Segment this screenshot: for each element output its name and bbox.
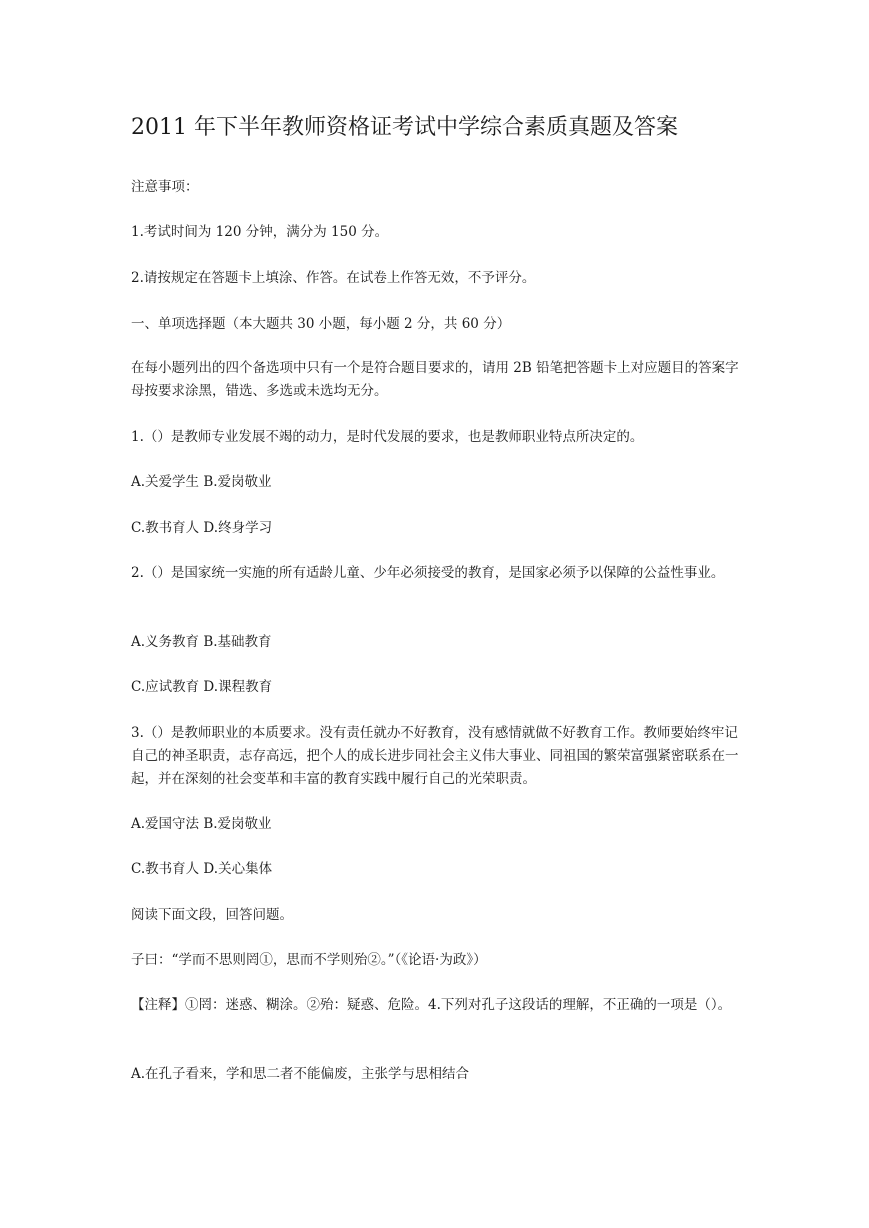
section-heading: 一、单项选择题（本大题共 30 小题，每小题 2 分，共 60 分） xyxy=(131,316,511,332)
reading-instruction: 阅读下面文段，回答问题。 xyxy=(131,907,293,923)
section-instruction: 在每小题列出的四个备选项中只有一个是符合题目要求的，请用 2B 铅笔把答题卡上对应题目的答案字母按要求涂黑，错选、多选或未选均无分。 xyxy=(131,360,739,399)
question-1-options-cd: C.教书育人 D.终身学习 xyxy=(131,520,273,536)
document-title: 2011 年下半年教师资格证考试中学综合素质真题及答案 xyxy=(131,115,678,140)
classical-quote: 子曰：“学而不思则罔①，思而不学则殆②。”（《论语·为政》） xyxy=(131,952,487,968)
notice-item-2: 2.请按规定在答题卡上填涂、作答。在试卷上作答无效，不予评分。 xyxy=(131,270,536,286)
question-1-options-ab: A.关爱学生 B.爱岗敬业 xyxy=(131,474,272,490)
question-3-options-cd: C.教书育人 D.关心集体 xyxy=(131,861,273,877)
notice-item-1: 1.考试时间为 120 分钟，满分为 150 分。 xyxy=(131,224,389,240)
notice-heading: 注意事项： xyxy=(131,179,199,195)
question-3-options-ab: A.爱国守法 B.爱岗敬业 xyxy=(131,816,272,832)
question-1-stem: 1.（）是教师专业发展不竭的动力，是时代发展的要求，也是教师职业特点所决定的。 xyxy=(131,429,644,445)
question-4-note-and-stem: 【注释】①罔：迷惑、糊涂。②殆：疑惑、危险。4.下列对孔子这段话的理解，不正确的一项是（）。 xyxy=(131,997,732,1013)
question-2-stem: 2.（）是国家统一实施的所有适龄儿童、少年必须接受的教育，是国家必须予以保障的公益性事业。 xyxy=(131,565,725,581)
question-3-stem: 3.（）是教师职业的本质要求。没有责任就办不好教育，没有感情就做不好教育工作。教师要始终牢记自己的神圣职责，志存高远，把个人的成长进步同社会主义伟大事业、同祖国的繁荣富强紧密联系在一起，并在深刻的社会变革和丰富的教育实践中履行自己的光荣职责。 xyxy=(131,725,739,787)
question-2-options-cd: C.应试教育 D.课程教育 xyxy=(131,679,273,695)
question-4-option-a: A.在孔子看来，学和思二者不能偏废，主张学与思相结合 xyxy=(131,1066,470,1082)
question-2-options-ab: A.义务教育 B.基础教育 xyxy=(131,634,272,650)
